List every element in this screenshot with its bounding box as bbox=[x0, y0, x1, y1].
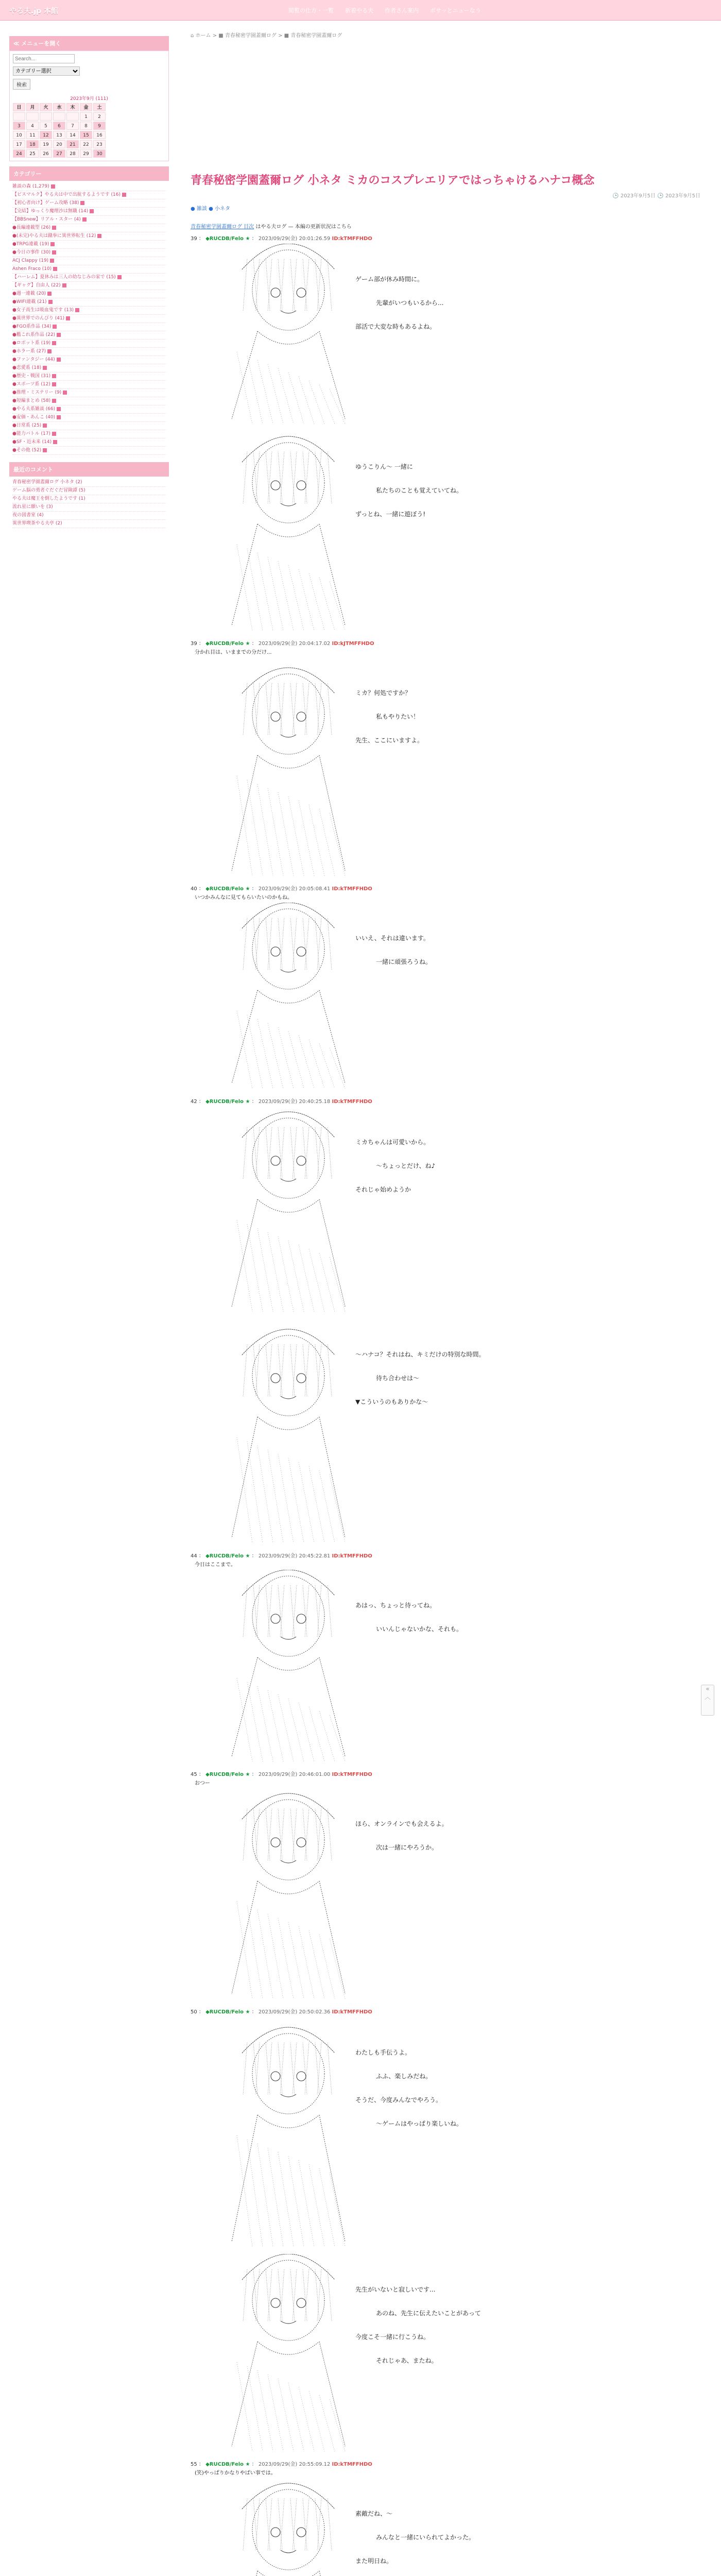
post-author: ◆RUCDB/Felo ★ bbox=[205, 886, 250, 892]
ascii-art-illustration bbox=[201, 1570, 706, 1767]
category-label: ●日常系 (25) bbox=[12, 423, 42, 428]
thread-post: 42 ： ◆RUCDB/Felo ★ ： 2023/09/29(金) 20:40:25.18 ID:kTMFFHDO bbox=[191, 1099, 372, 1105]
nav-item[interactable]: ボサッとニューなう bbox=[430, 7, 481, 14]
post-id[interactable]: ID:kTMFFHDO bbox=[332, 2009, 372, 2015]
category-label: ●艦これ系作品 (22) bbox=[12, 332, 56, 337]
calendar-day[interactable]: 23 bbox=[93, 140, 106, 148]
calendar-day bbox=[26, 112, 39, 121]
post-number[interactable]: 42 bbox=[191, 1099, 197, 1105]
post-id[interactable]: ID:kTMFFHDO bbox=[332, 236, 372, 242]
category-item[interactable] bbox=[12, 249, 166, 257]
category-item[interactable] bbox=[12, 274, 166, 282]
rss-icon[interactable] bbox=[43, 423, 47, 428]
rss-icon[interactable] bbox=[50, 259, 54, 263]
ascii-art-dialogue: また明日ね。 bbox=[355, 2557, 393, 2565]
calendar-day bbox=[53, 112, 65, 121]
calendar-day bbox=[40, 112, 52, 121]
calendar-day[interactable]: 27 bbox=[53, 149, 65, 158]
ascii-art-dialogue: そうだ、今度みんなでやろう。 bbox=[355, 2096, 442, 2104]
calendar-weekday: 水 bbox=[53, 103, 65, 111]
rss-icon[interactable] bbox=[57, 358, 61, 362]
category-item[interactable] bbox=[12, 183, 166, 191]
post-date: 2023/09/29(金) 20:40:25.18 bbox=[258, 1099, 331, 1105]
recent-item[interactable]: ゲーム脳の勇者ぐだぐだ冒険譚 (5) bbox=[12, 487, 166, 495]
category-label: ●推理・ミステリー (9) bbox=[12, 390, 62, 395]
ascii-art-dialogue: みんなと一緒にいられてよかった。 bbox=[376, 2534, 475, 2541]
top-bar bbox=[0, 0, 721, 21]
category-label: ●SF・近未来 (14) bbox=[12, 439, 52, 445]
calendar-day[interactable]: 30 bbox=[93, 149, 106, 158]
ascii-art-dialogue: 素敵だね、〜 bbox=[355, 2510, 393, 2517]
post-author: ◆RUCDB/Felo ★ bbox=[205, 641, 250, 647]
post-number[interactable]: 45 bbox=[191, 1772, 197, 1777]
ascii-art-dialogue: 私たちのことも覚えていてね。 bbox=[376, 487, 463, 494]
ascii-art-dialogue: ほら、オンラインでも会えるよ。 bbox=[355, 1820, 448, 1827]
post-author: ◆RUCDB/Felo ★ bbox=[205, 236, 250, 242]
calendar-day[interactable]: 20 bbox=[53, 140, 65, 148]
category-item[interactable] bbox=[12, 257, 166, 265]
rss-icon[interactable] bbox=[48, 300, 53, 304]
rss-icon[interactable] bbox=[66, 316, 70, 320]
category-label: ●ファンタジー (44) bbox=[12, 357, 55, 362]
calendar bbox=[13, 95, 165, 158]
rss-icon[interactable] bbox=[97, 234, 101, 238]
post-author: ◆RUCDB/Felo ★ bbox=[205, 1099, 250, 1105]
calendar-day[interactable]: 17 bbox=[13, 140, 25, 148]
calendar-title: 2023年9月 (111) bbox=[70, 96, 108, 101]
ascii-art-illustration bbox=[201, 1107, 706, 1317]
rss-icon[interactable] bbox=[51, 184, 55, 189]
ascii-art-figure bbox=[201, 1570, 386, 1767]
category-label: 【ビスマルク】やる夫は中で出航するようです (16) bbox=[12, 192, 121, 197]
ascii-art-dialogue: 私もやりたい！ bbox=[376, 713, 420, 720]
recent-item[interactable]: 流れ星に願いを (3) bbox=[12, 503, 166, 512]
calendar-day[interactable]: 13 bbox=[53, 131, 65, 139]
calendar-day[interactable]: 3 bbox=[13, 122, 25, 130]
scroll-top-button[interactable]: « ︿ bbox=[701, 1685, 714, 1716]
ascii-art-dialogue: いいえ、それは違います。 bbox=[355, 935, 430, 942]
calendar-day[interactable]: 15 bbox=[80, 131, 92, 139]
calendar-weekday: 月 bbox=[26, 103, 39, 111]
post-title: 青春秘密学園蓋爾ログ 小ネタ ミカのコスプレエリアではっちゃけるハナコ概念 bbox=[191, 174, 595, 187]
top-nav bbox=[288, 6, 481, 14]
breadcrumb[interactable]: ⌂ ホーム > ■ 青春秘密学園蓋爾ログ > ■ 青春秘密学園蓋爾ログ bbox=[191, 33, 342, 39]
ascii-art-figure bbox=[201, 244, 386, 429]
recent-item[interactable]: 青春秘密学園蓋爾ログ 小ネタ (2) bbox=[12, 479, 166, 487]
post-date: 2023/09/29(金) 20:04:17.02 bbox=[258, 641, 331, 647]
rss-icon[interactable] bbox=[80, 201, 84, 205]
category-item[interactable] bbox=[12, 381, 166, 389]
category-item[interactable] bbox=[12, 331, 166, 340]
post-id[interactable]: ID:kTMFFHDO bbox=[332, 886, 372, 892]
calendar-day[interactable]: 11 bbox=[26, 131, 39, 139]
calendar-day[interactable]: 25 bbox=[26, 149, 39, 158]
calendar-day[interactable]: 5 bbox=[40, 122, 52, 130]
thread-post: 45 ： ◆RUCDB/Felo ★ ： 2023/09/29(金) 20:46:01.00 ID:kTMFFHDO おつー bbox=[191, 1770, 706, 1786]
category-item[interactable] bbox=[12, 438, 166, 447]
rss-icon[interactable] bbox=[52, 374, 56, 378]
category-item[interactable] bbox=[12, 191, 166, 199]
thread-post: 50 ： ◆RUCDB/Felo ★ ： 2023/09/29(金) 20:50:02.36 ID:kTMFFHDO bbox=[191, 2009, 372, 2015]
category-label: 【初心者向け】ゲーム攻略 (38) bbox=[12, 200, 79, 206]
rss-icon[interactable] bbox=[52, 382, 56, 386]
ad-space bbox=[185, 39, 711, 173]
calendar-day[interactable]: 24 bbox=[13, 149, 25, 158]
calendar-day[interactable]: 29 bbox=[80, 149, 92, 158]
nav-item[interactable]: 新着やる夫 bbox=[345, 7, 373, 14]
category-label: ●長編連載型 (26) bbox=[12, 225, 51, 230]
post-id[interactable]: ID:kJTMFFHDO bbox=[332, 641, 374, 647]
search-button[interactable]: 検索 bbox=[13, 79, 30, 90]
ascii-art-illustration bbox=[201, 1788, 706, 2004]
thread bbox=[185, 234, 711, 2576]
category-item[interactable] bbox=[12, 323, 166, 331]
category-label: ●短編まとめ (58) bbox=[12, 398, 51, 403]
post-number[interactable]: 39 bbox=[191, 236, 197, 242]
calendar-day[interactable]: 18 bbox=[26, 140, 39, 148]
category-label: ●(未完)やる夫は蹴拳に異世界転生 (12) bbox=[12, 233, 96, 239]
calendar-weekday: 木 bbox=[66, 103, 79, 111]
post-author: ◆RUCDB/Felo ★ bbox=[205, 2009, 250, 2015]
category-label: 【ハーレム】夏休みは三人の幼なじみの家で (15) bbox=[12, 275, 116, 280]
ascii-art-dialogue: わたしも手伝うよ。 bbox=[355, 2049, 411, 2056]
nav-item[interactable]: 閲覧の仕方・一覧 bbox=[288, 7, 334, 14]
rss-icon[interactable] bbox=[62, 283, 66, 287]
ascii-art-dialogue: ミカちゃんは可愛いから。 bbox=[355, 1139, 430, 1146]
category-item[interactable] bbox=[12, 397, 166, 405]
rss-icon[interactable] bbox=[90, 209, 94, 213]
category-item[interactable] bbox=[12, 422, 166, 430]
category-heading: カテゴリー bbox=[9, 166, 169, 181]
calendar-day[interactable]: 19 bbox=[40, 140, 52, 148]
category-item[interactable] bbox=[12, 447, 166, 455]
post-body: 分かれ目は、いままでの分だけ... bbox=[195, 650, 272, 655]
ascii-art-figure bbox=[201, 903, 386, 1094]
category-item[interactable] bbox=[12, 340, 166, 348]
recent-list bbox=[9, 477, 169, 530]
search-box bbox=[9, 50, 169, 161]
rss-icon[interactable] bbox=[52, 226, 56, 230]
recent-item[interactable]: 異世界喫茶やる夫亭 (2) bbox=[12, 520, 166, 528]
rss-icon[interactable] bbox=[122, 193, 126, 197]
ascii-art-figure bbox=[201, 2254, 386, 2456]
category-select[interactable] bbox=[13, 66, 80, 76]
post-author: ◆RUCDB/Felo ★ bbox=[205, 2462, 250, 2467]
ascii-art-dialogue: いいんじゃないかな、それも。 bbox=[376, 1625, 463, 1633]
category-label: ●やる夫系雑談 (66) bbox=[12, 406, 56, 412]
post-date: 2023/09/29(金) 20:01:26.59 bbox=[258, 236, 331, 242]
series-link[interactable]: 青春秘密学園蓋爾ログ 目次 bbox=[191, 224, 254, 230]
calendar-grid bbox=[13, 103, 165, 158]
rss-icon[interactable] bbox=[57, 415, 61, 419]
post-body: (笑)やっぱりかなりやばい事では。 bbox=[195, 2470, 276, 2476]
ascii-art-dialogue: 待ち合わせは〜 bbox=[376, 1375, 420, 1382]
calendar-day[interactable]: 2 bbox=[93, 112, 106, 121]
recent-item[interactable]: やる夫は魔王を倒したようです (1) bbox=[12, 495, 166, 503]
ascii-art-illustration bbox=[201, 903, 706, 1094]
rss-icon[interactable] bbox=[50, 242, 55, 246]
ascii-art-dialogue: 先生、ここにいますよ。 bbox=[355, 737, 424, 744]
post-id[interactable]: ID:kTMFFHDO bbox=[332, 1553, 372, 1559]
ascii-art-illustration bbox=[201, 2017, 706, 2252]
ascii-art-dialogue: 一緒に頑張ろうね。 bbox=[376, 958, 432, 965]
rss-icon[interactable] bbox=[43, 448, 47, 452]
rss-icon[interactable] bbox=[47, 349, 52, 353]
category-item[interactable] bbox=[12, 430, 166, 438]
ascii-art-dialogue: あはっ、ちょっと待ってね。 bbox=[355, 1602, 436, 1609]
category-label: ●その他 (52) bbox=[12, 448, 42, 453]
post-number[interactable]: 44 bbox=[191, 1553, 197, 1559]
post-number[interactable]: 50 bbox=[191, 2009, 197, 2015]
site-title[interactable]: やる夫.jp 本館 bbox=[9, 7, 59, 15]
ascii-art-illustration bbox=[201, 244, 706, 429]
calendar-day[interactable]: 22 bbox=[80, 140, 92, 148]
category-item[interactable] bbox=[12, 265, 166, 274]
thread-post: 44 ： ◆RUCDB/Felo ★ ： 2023/09/29(金) 20:45:22.81 ID:kTMFFHDO 今日はここまで。 bbox=[191, 1551, 706, 1568]
post-body: 今日はここまで。 bbox=[195, 1562, 236, 1568]
post-id[interactable]: ID:kTMFFHDO bbox=[332, 2462, 372, 2467]
ascii-art-dialogue: ずっとね、一緒に遊ぼう! bbox=[355, 511, 426, 518]
rss-icon[interactable] bbox=[75, 308, 79, 312]
rss-icon[interactable] bbox=[53, 325, 57, 329]
post-date: 2023/09/29(金) 20:05:08.41 bbox=[258, 886, 331, 892]
ascii-art-dialogue: それじゃあ、またね。 bbox=[376, 2357, 438, 2364]
ascii-art-dialogue: それじゃ始めようか bbox=[355, 1186, 411, 1193]
category-item[interactable] bbox=[12, 224, 166, 232]
sidebar bbox=[9, 31, 169, 530]
ascii-art-dialogue: 〜ちょっとだけ、ね♪ bbox=[376, 1162, 436, 1170]
ascii-art-dialogue: ゆうこりん〜 一緒に bbox=[355, 463, 413, 470]
category-label: ●恋愛系 (18) bbox=[12, 365, 42, 370]
ascii-art-illustration bbox=[201, 431, 706, 636]
category-label: 【ギャグ】自由人 (22) bbox=[12, 283, 61, 288]
menu-toggle[interactable]: ≪ メニューを開く bbox=[9, 36, 169, 50]
category-label: ●週一連載 (20) bbox=[12, 291, 46, 296]
ascii-art-dialogue: 今度こそ一緒に行こうね。 bbox=[355, 2333, 430, 2341]
category-label: 雑談の森 (1,279) bbox=[12, 184, 49, 189]
category-item[interactable] bbox=[12, 199, 166, 208]
calendar-weekday: 金 bbox=[80, 103, 92, 111]
post-body: いつかみんなに見てもらいたいのかもね。 bbox=[195, 895, 293, 901]
category-label: ●異世界でのんびり (41) bbox=[12, 316, 65, 321]
main-content bbox=[185, 31, 711, 2576]
post-number[interactable]: 39 bbox=[191, 641, 197, 647]
rss-icon[interactable] bbox=[52, 341, 56, 345]
recent-heading: 最近のコメント bbox=[9, 462, 169, 477]
calendar-day[interactable]: 16 bbox=[93, 131, 106, 139]
category-item[interactable] bbox=[12, 372, 166, 381]
category-item[interactable] bbox=[12, 232, 166, 241]
calendar-day[interactable]: 28 bbox=[66, 149, 79, 158]
category-label: 【BBSnew】リアル・スター (4) bbox=[12, 217, 81, 222]
ascii-art-illustration bbox=[201, 2478, 706, 2576]
calendar-day[interactable]: 8 bbox=[80, 122, 92, 130]
calendar-day[interactable]: 7 bbox=[66, 122, 79, 130]
category-item[interactable] bbox=[12, 298, 166, 307]
category-item[interactable] bbox=[12, 315, 166, 323]
category-item[interactable] bbox=[12, 241, 166, 249]
ascii-art-dialogue: 部活で大変な時もあるよね。 bbox=[355, 323, 436, 330]
category-label: 【完結】ゆっくり魔理沙は無職 (14) bbox=[12, 209, 89, 214]
post-number[interactable]: 40 bbox=[191, 886, 197, 892]
ascii-art-dialogue: ▼こういうのもありかな〜 bbox=[355, 1398, 428, 1405]
post-tags[interactable]: ● 雑談 ● 小ネタ bbox=[191, 206, 230, 212]
category-item[interactable] bbox=[12, 389, 166, 397]
category-item[interactable] bbox=[12, 364, 166, 372]
calendar-weekday: 火 bbox=[40, 103, 52, 111]
calendar-day[interactable]: 21 bbox=[66, 140, 79, 148]
category-label: ●ホラー系 (27) bbox=[12, 349, 46, 354]
category-label: ●TRPG連載 (19) bbox=[12, 242, 49, 247]
category-list bbox=[9, 181, 169, 457]
ascii-art-dialogue: 先生がいないと寂しいです... bbox=[355, 2286, 436, 2293]
category-item[interactable] bbox=[12, 208, 166, 216]
category-label: ●スポーツ系 (12) bbox=[12, 382, 50, 387]
rss-icon[interactable] bbox=[53, 267, 57, 271]
ascii-art-dialogue: 〜ゲームはやっぱり楽しいね。 bbox=[376, 2120, 463, 2127]
calendar-day[interactable]: 1 bbox=[80, 112, 92, 121]
post-body: おつー bbox=[195, 1781, 210, 1786]
category-label: ●歴史・戦国 (31) bbox=[12, 374, 51, 379]
post-date: 2023/09/29(金) 20:50:02.36 bbox=[258, 2009, 331, 2015]
category-label: ACJ Clappy (19) bbox=[12, 258, 49, 263]
calendar-day bbox=[13, 112, 25, 121]
category-item[interactable] bbox=[12, 216, 166, 224]
series-line bbox=[191, 222, 706, 230]
rss-icon[interactable] bbox=[52, 399, 56, 403]
rss-icon[interactable] bbox=[43, 366, 47, 370]
calendar-day[interactable]: 26 bbox=[40, 149, 52, 158]
category-label: ●FGO系作品 (34) bbox=[12, 324, 52, 329]
rss-icon[interactable] bbox=[52, 250, 56, 255]
ascii-art-dialogue: あのね、先生に伝えたいことがあって bbox=[376, 2310, 481, 2317]
post-id[interactable]: ID:kTMFFHDO bbox=[332, 1099, 372, 1105]
category-item[interactable] bbox=[12, 414, 166, 422]
ascii-art-dialogue: 次は一緒にやろうか。 bbox=[376, 1844, 438, 1851]
calendar-day[interactable]: 12 bbox=[40, 131, 52, 139]
post-date: 2023/09/29(金) 20:45:22.81 bbox=[258, 1553, 331, 1559]
ascii-art-dialogue: 先輩がいつもいるから... bbox=[376, 299, 444, 307]
post-author: ◆RUCDB/Felo ★ bbox=[205, 1772, 250, 1777]
category-item[interactable] bbox=[12, 348, 166, 356]
category-label: Ashen Fraco (10) bbox=[12, 266, 52, 272]
calendar-day[interactable]: 14 bbox=[66, 131, 79, 139]
rss-icon[interactable] bbox=[52, 432, 56, 436]
rss-icon[interactable] bbox=[82, 217, 87, 222]
category-label: ●能力バトル (17) bbox=[12, 431, 51, 436]
ascii-art-illustration bbox=[201, 1319, 706, 1548]
post-id[interactable]: ID:kTMFFHDO bbox=[332, 1772, 372, 1777]
calendar-weekday: 土 bbox=[93, 103, 106, 111]
nav-item[interactable]: 作者さん案内 bbox=[385, 7, 419, 14]
thread-post: 55 ： ◆RUCDB/Felo ★ ： 2023/09/29(金) 20:55:09.12 ID:kTMFFHDO (笑)やっぱりかなりやばい事では。 bbox=[191, 2460, 706, 2476]
category-item[interactable] bbox=[12, 307, 166, 315]
thread-post: 39 ： ◆RUCDB/Felo ★ ： 2023/09/29(金) 20:01:26.59 ID:kTMFFHDO bbox=[191, 236, 372, 242]
rss-icon[interactable] bbox=[57, 407, 61, 411]
calendar-day bbox=[66, 112, 79, 121]
ascii-art-dialogue: 〜ハナコ？それはね、キミだけの特別な時間。 bbox=[355, 1351, 485, 1358]
series-note: はやる夫ログ — 本編の更新状況はこちら bbox=[255, 224, 352, 230]
rss-icon[interactable] bbox=[63, 391, 67, 395]
search-input[interactable] bbox=[13, 54, 75, 63]
calendar-weekday: 日 bbox=[13, 103, 25, 111]
ascii-art-dialogue: ふふ、楽しみだね。 bbox=[376, 2073, 432, 2080]
post-date: 2023/09/29(金) 20:55:09.12 bbox=[258, 2462, 331, 2467]
calendar-day[interactable]: 6 bbox=[53, 122, 65, 130]
category-label: ●今日の事件 (30) bbox=[12, 250, 51, 255]
post-number[interactable]: 55 bbox=[191, 2462, 197, 2467]
category-label: ●WIFI連載 (21) bbox=[12, 299, 47, 304]
rss-icon[interactable] bbox=[57, 333, 61, 337]
ascii-art-dialogue: ミカ？何処ですか？ bbox=[355, 689, 411, 697]
category-label: ●ロボット系 (19) bbox=[12, 341, 51, 346]
post-meta: 🕒 2023年9月5日 🕒 2023年9月5日 bbox=[612, 193, 700, 199]
category-item[interactable] bbox=[12, 290, 166, 298]
ascii-art-illustration bbox=[201, 657, 706, 881]
ascii-art-illustration bbox=[201, 2254, 706, 2456]
ascii-art-dialogue: ゲーム部が休み時間に。 bbox=[355, 276, 424, 283]
thread-post: 39 ： ◆RUCDB/Felo ★ ： 2023/09/29(金) 20:04:17.02 ID:kJTMFFHDO 分かれ目は、いままでの分だけ... bbox=[191, 639, 706, 655]
calendar-day[interactable]: 4 bbox=[26, 122, 39, 130]
category-label: ●女子高生は吸血鬼です (13) bbox=[12, 308, 74, 313]
category-item[interactable] bbox=[12, 356, 166, 364]
category-label: ●安価・あんこ (40) bbox=[12, 415, 56, 420]
calendar-day[interactable]: 9 bbox=[93, 122, 106, 130]
rss-icon[interactable] bbox=[117, 275, 122, 279]
thread-post: 40 ： ◆RUCDB/Felo ★ ： 2023/09/29(金) 20:05:08.41 ID:kTMFFHDO いつかみんなに見てもらいたいのかもね。 bbox=[191, 884, 706, 901]
rss-icon[interactable] bbox=[47, 292, 52, 296]
calendar-day[interactable]: 10 bbox=[13, 131, 25, 139]
post-date: 2023/09/29(金) 20:46:01.00 bbox=[258, 1772, 331, 1777]
category-item[interactable] bbox=[12, 405, 166, 414]
category-item[interactable] bbox=[12, 282, 166, 290]
post-author: ◆RUCDB/Felo ★ bbox=[205, 1553, 250, 1559]
rss-icon[interactable] bbox=[53, 440, 57, 444]
recent-item[interactable]: 夜の図書室 (4) bbox=[12, 512, 166, 520]
